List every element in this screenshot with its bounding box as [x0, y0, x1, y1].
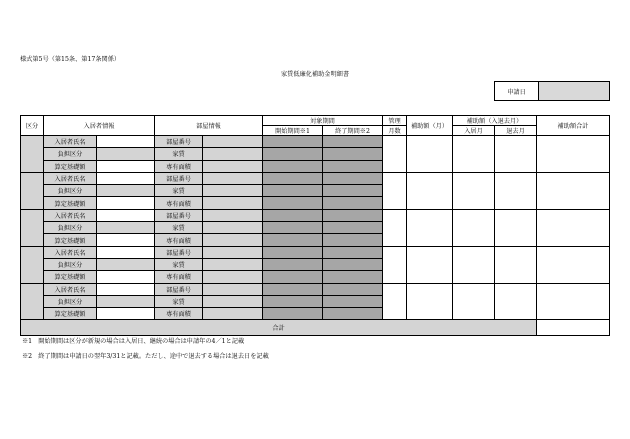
header-subsidy-total: 補助額合計	[537, 116, 610, 136]
resident-field-label: 入居者氏名	[44, 283, 97, 295]
start-period-cell[interactable]	[263, 283, 323, 295]
room-field-label: 家賃	[155, 295, 203, 307]
subsidy-total-cell[interactable]	[537, 172, 610, 209]
application-date-field[interactable]	[539, 82, 609, 100]
end-period-cell[interactable]	[323, 222, 383, 234]
end-period-cell[interactable]	[323, 308, 383, 320]
room-field-value[interactable]	[203, 172, 263, 184]
end-period-cell[interactable]	[323, 283, 383, 295]
resident-field-value[interactable]	[97, 172, 155, 184]
start-period-cell[interactable]	[263, 172, 323, 184]
resident-field-value[interactable]	[97, 258, 155, 270]
subsidy-detail-table	[20, 115, 610, 336]
kubun-cell[interactable]	[21, 246, 44, 283]
resident-field-label: 入居者氏名	[44, 136, 97, 148]
resident-field-label: 算定基礎額	[44, 160, 97, 172]
room-field-value[interactable]	[203, 271, 263, 283]
months-cell[interactable]	[383, 283, 407, 320]
start-period-cell[interactable]	[263, 258, 323, 270]
entry-row	[21, 136, 610, 148]
subsidy-month-cell[interactable]	[407, 209, 453, 246]
resident-field-value[interactable]	[97, 136, 155, 148]
start-period-cell[interactable]	[263, 308, 323, 320]
resident-field-label: 入居者氏名	[44, 172, 97, 184]
note-1: ※1 開始期間は区分が新規の場合は入居日、継続の場合は申請年の4／1と記載	[22, 338, 245, 345]
subsidy-total-cell[interactable]	[537, 209, 610, 246]
start-period-cell[interactable]	[263, 160, 323, 172]
resident-field-label: 算定基礎額	[44, 234, 97, 246]
total-amount-cell[interactable]	[537, 320, 610, 336]
resident-field-value[interactable]	[97, 148, 155, 160]
room-field-label: 家賃	[155, 185, 203, 197]
header-management: 管理	[383, 116, 407, 126]
header-room-info: 部屋情報	[155, 116, 263, 136]
room-field-value[interactable]	[203, 185, 263, 197]
room-field-value[interactable]	[203, 246, 263, 258]
end-period-cell[interactable]	[323, 271, 383, 283]
end-period-cell[interactable]	[323, 234, 383, 246]
move-in-month-cell[interactable]	[453, 283, 495, 320]
entry-row	[21, 209, 610, 221]
end-period-cell[interactable]	[323, 258, 383, 270]
resident-field-label: 負担区分	[44, 258, 97, 270]
resident-field-value[interactable]	[97, 271, 155, 283]
entry-row	[21, 172, 610, 184]
resident-field-label: 負担区分	[44, 222, 97, 234]
room-field-label: 専有面積	[155, 234, 203, 246]
room-field-value[interactable]	[203, 258, 263, 270]
room-field-value[interactable]	[203, 295, 263, 307]
room-field-value[interactable]	[203, 136, 263, 148]
resident-field-value[interactable]	[97, 295, 155, 307]
room-field-value[interactable]	[203, 222, 263, 234]
document-title: 家賃低廉化補助金明細書	[280, 71, 350, 78]
start-period-cell[interactable]	[263, 295, 323, 307]
start-period-cell[interactable]	[263, 148, 323, 160]
kubun-cell[interactable]	[21, 209, 44, 246]
room-field-value[interactable]	[203, 160, 263, 172]
start-period-cell[interactable]	[263, 246, 323, 258]
room-field-label: 部屋番号	[155, 283, 203, 295]
resident-field-value[interactable]	[97, 246, 155, 258]
move-in-month-cell[interactable]	[453, 246, 495, 283]
room-field-label: 専有面積	[155, 160, 203, 172]
room-field-value[interactable]	[203, 234, 263, 246]
resident-field-label: 負担区分	[44, 295, 97, 307]
end-period-cell[interactable]	[323, 185, 383, 197]
kubun-cell[interactable]	[21, 283, 44, 320]
subsidy-total-cell[interactable]	[537, 136, 610, 173]
subsidy-month-cell[interactable]	[407, 283, 453, 320]
room-field-label: 部屋番号	[155, 209, 203, 221]
subsidy-month-cell[interactable]	[407, 136, 453, 173]
kubun-cell[interactable]	[21, 172, 44, 209]
move-in-month-cell[interactable]	[453, 136, 495, 173]
resident-field-value[interactable]	[97, 185, 155, 197]
move-out-month-cell[interactable]	[495, 283, 537, 320]
resident-field-label: 入居者氏名	[44, 246, 97, 258]
header-subsidy-month: 補助額（月）	[407, 116, 453, 136]
subsidy-month-cell[interactable]	[407, 246, 453, 283]
header-start-period: 開始期間※1	[263, 126, 323, 136]
room-field-value[interactable]	[203, 197, 263, 209]
header-months: 月数	[383, 126, 407, 136]
room-field-label: 専有面積	[155, 308, 203, 320]
room-field-value[interactable]	[203, 148, 263, 160]
resident-field-value[interactable]	[97, 308, 155, 320]
room-field-value[interactable]	[203, 283, 263, 295]
start-period-cell[interactable]	[263, 136, 323, 148]
room-field-value[interactable]	[203, 308, 263, 320]
note-2: ※2 終了期間は申請日の翌年3/31と記載。ただし、途中で退去する場合は退去日を記載	[22, 353, 269, 360]
start-period-cell[interactable]	[263, 222, 323, 234]
room-field-label: 部屋番号	[155, 172, 203, 184]
start-period-cell[interactable]	[263, 209, 323, 221]
end-period-cell[interactable]	[323, 246, 383, 258]
resident-field-value[interactable]	[97, 209, 155, 221]
move-out-month-cell[interactable]	[495, 209, 537, 246]
move-out-month-cell[interactable]	[495, 136, 537, 173]
resident-field-label: 算定基礎額	[44, 271, 97, 283]
move-in-month-cell[interactable]	[453, 172, 495, 209]
resident-field-value[interactable]	[97, 283, 155, 295]
header-kubun: 区分	[21, 116, 44, 136]
months-cell[interactable]	[383, 246, 407, 283]
header-resident-info: 入居者情報	[44, 116, 155, 136]
subsidy-total-cell[interactable]	[537, 283, 610, 320]
room-field-label: 家賃	[155, 222, 203, 234]
move-in-month-cell[interactable]	[453, 209, 495, 246]
end-period-cell[interactable]	[323, 148, 383, 160]
resident-field-label: 負担区分	[44, 148, 97, 160]
resident-field-value[interactable]	[97, 234, 155, 246]
subsidy-total-cell[interactable]	[537, 246, 610, 283]
end-period-cell[interactable]	[323, 209, 383, 221]
header-move-out-month: 退去月	[495, 126, 537, 136]
months-cell[interactable]	[383, 209, 407, 246]
start-period-cell[interactable]	[263, 197, 323, 209]
total-row-label: 合計	[21, 320, 537, 336]
resident-field-value[interactable]	[97, 160, 155, 172]
header-subsidy-period: 補助額（入退去月）	[453, 116, 537, 126]
entry-row	[21, 246, 610, 258]
resident-field-value[interactable]	[97, 197, 155, 209]
room-field-label: 部屋番号	[155, 246, 203, 258]
application-date-box	[494, 81, 610, 101]
header-target-period: 対象期間	[263, 116, 383, 126]
form-number: 様式第5号（第15条、第17条関係）	[20, 56, 121, 63]
room-field-value[interactable]	[203, 209, 263, 221]
resident-field-label: 入居者氏名	[44, 209, 97, 221]
room-field-label: 専有面積	[155, 271, 203, 283]
room-field-label: 家賃	[155, 258, 203, 270]
end-period-cell[interactable]	[323, 295, 383, 307]
header-end-period: 終了期間※2	[323, 126, 383, 136]
room-field-label: 部屋番号	[155, 136, 203, 148]
start-period-cell[interactable]	[263, 271, 323, 283]
resident-field-label: 算定基礎額	[44, 308, 97, 320]
move-out-month-cell[interactable]	[495, 172, 537, 209]
end-period-cell[interactable]	[323, 160, 383, 172]
subsidy-month-cell[interactable]	[407, 172, 453, 209]
end-period-cell[interactable]	[323, 136, 383, 148]
kubun-cell[interactable]	[21, 136, 44, 173]
resident-field-label: 負担区分	[44, 185, 97, 197]
months-cell[interactable]	[383, 136, 407, 173]
end-period-cell[interactable]	[323, 197, 383, 209]
application-date-label: 申請日	[495, 82, 539, 100]
start-period-cell[interactable]	[263, 185, 323, 197]
resident-field-label: 算定基礎額	[44, 197, 97, 209]
resident-field-value[interactable]	[97, 222, 155, 234]
move-out-month-cell[interactable]	[495, 246, 537, 283]
start-period-cell[interactable]	[263, 234, 323, 246]
entry-row	[21, 283, 610, 295]
months-cell[interactable]	[383, 172, 407, 209]
room-field-label: 家賃	[155, 148, 203, 160]
header-move-in-month: 入居月	[453, 126, 495, 136]
room-field-label: 専有面積	[155, 197, 203, 209]
end-period-cell[interactable]	[323, 172, 383, 184]
